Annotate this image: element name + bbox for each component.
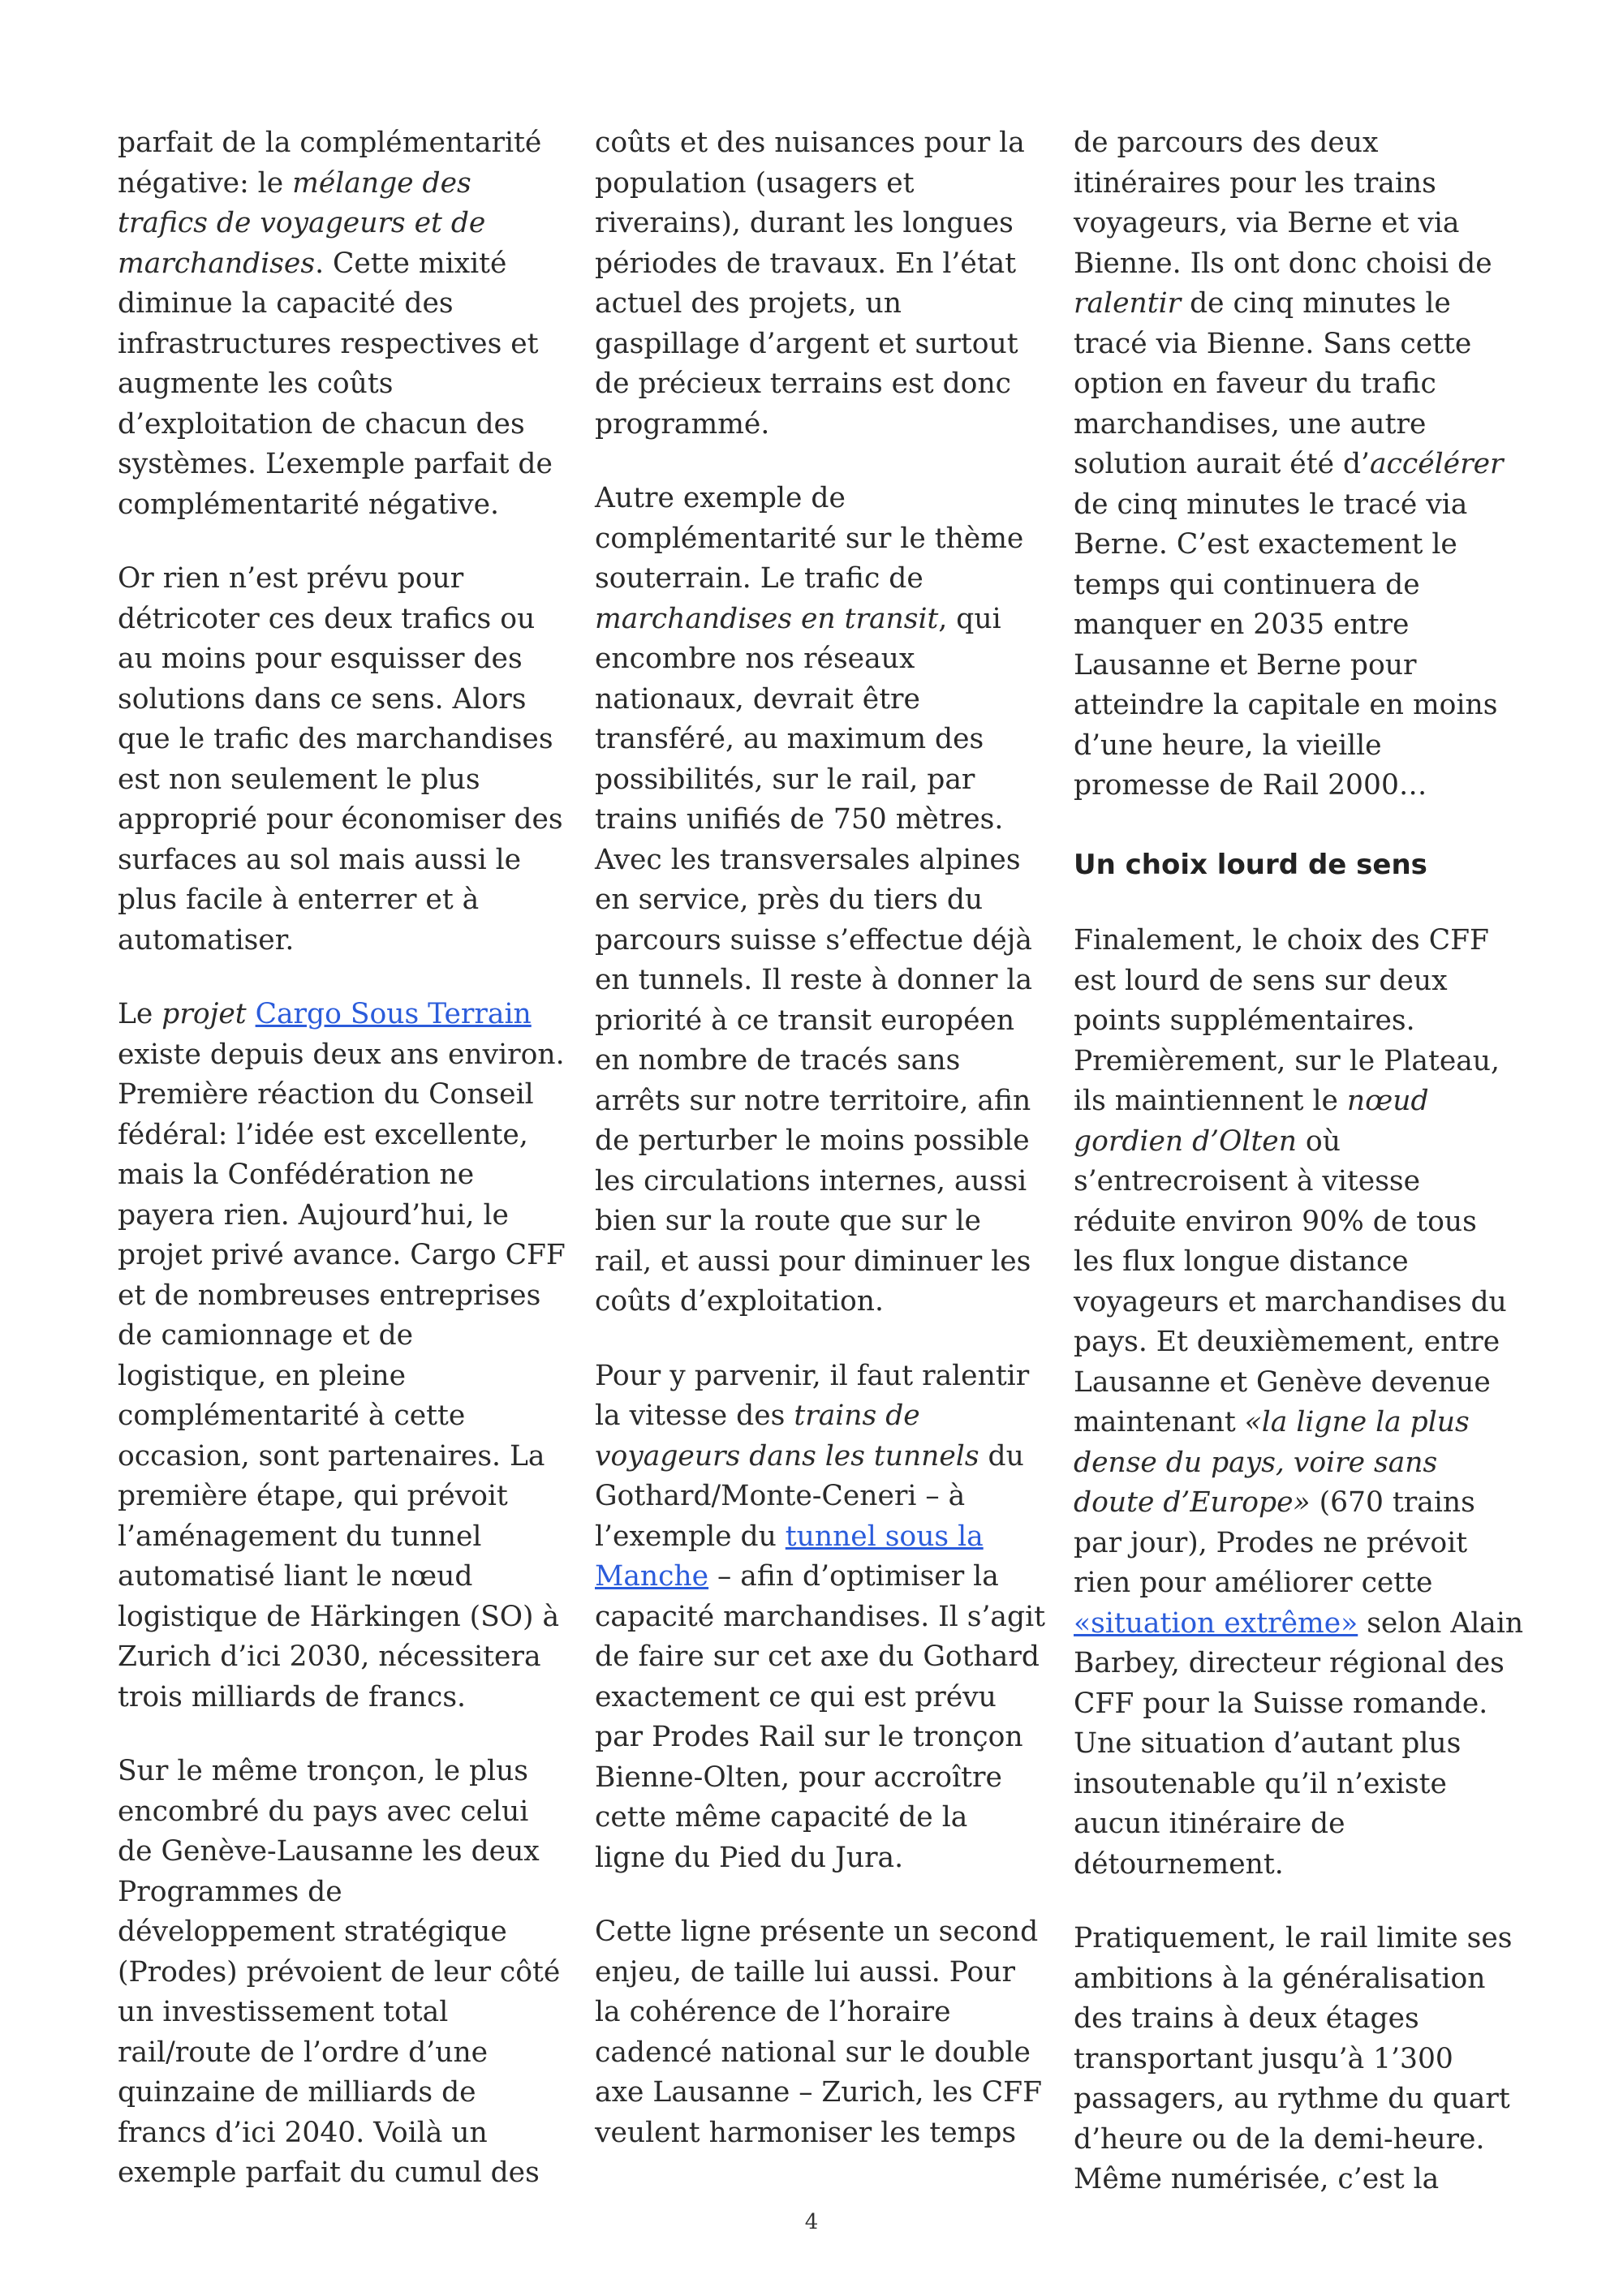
paragraph: Or rien n’est prévu pour détricoter ces deux trafics ou au moins pour esquisser des solutions dans ce sens. Alors que le trafic des marchandises est non seulement le plus approprié pour économiser des surfaces au sol mais aussi le plus facile à enterrer et à automatiser. <box>118 562 563 957</box>
paragraph: de parcours des deux itinéraires pour les trains voyageurs, via Berne et via Bienne. Ils ont donc choisi de ralentir de cinq minutes le tracé via Bienne. Sans cette option en faveur du trafic marchandises, une autre solution aurait été d’accélérer de cinq minutes le tracé via Berne. C’est exactement le temps qui continuera de manquer en 2035 entre Lausanne et Berne pour atteindre la capitale en moins d’une heure, la vieille promesse de Rail 2000… <box>1074 127 1504 802</box>
paragraph: Le projet Cargo Sous Terrain existe depuis deux ans environ. Première réaction du Conseil fédéral: l’idée est excellente, mais la Confédération ne payera rien. Aujourd’hui, le projet privé avance. Cargo CFF et de nombreuses entreprises de camionnage et de logistique, en pleine complémentarité à cette occasion, sont partenaires. La première étape, qui prévoit l’aménagement du tunnel automatisé liant le nœud logistique de Härkingen (SO) à Zurich d’ici 2030, nécessitera trois milliards de francs. <box>118 998 566 1713</box>
paragraph: Pratiquement, le rail limite ses ambitions à la généralisation des trains à deux étages transportant jusqu’à 1’300 passagers, au rythme du quart d’heure ou de la demi-heure. Même numérisée, c’est la <box>1074 1922 1513 2195</box>
paragraph: Pour y parvenir, il faut ralentir la vitesse des trains de voyageurs dans les tunnels du Gothard/Monte-Ceneri – à l’exemple du tunnel sous la Manche – afin d’optimiser la capacité marchandises. Il s’agit de faire sur cet axe du Gothard exactement ce qui est prévu par Prodes Rail sur le tronçon Bienne-Olten, pour accroître cette même capacité de la ligne du Pied du Jura. <box>595 1359 1045 1874</box>
situation-extreme-link[interactable]: «situation extrême» <box>1074 1606 1358 1640</box>
paragraph: Sur le même tronçon, le plus encombré du pays avec celui de Genève-Lausanne les deux Programmes de développement stratégique (Prodes) prévoient de leur côté un investissement total rail/route de l’ordre d’une quinzaine de milliards de francs d’ici 2040. Voilà un exemple parfait du cumul des <box>118 1755 561 2189</box>
cargo-sous-terrain-link[interactable]: Cargo Sous Terrain <box>255 998 532 1030</box>
column-3 <box>1074 123 1524 2234</box>
column-2 <box>595 123 1045 2187</box>
paragraph: parfait de la complémentarité négative: le mélange des trafics de voyageurs et de marchandises. Cette mixité diminue la capacité des infrastructures respectives et augmente les coûts d’exploitation de chacun des systèmes. L’exemple parfait de complémentarité négative. <box>118 127 553 521</box>
column-1 <box>118 123 568 2228</box>
section-heading: Un choix lourd de sens <box>1074 848 1427 881</box>
page-number: 4 <box>804 2210 819 2234</box>
tunnel-sous-la-manche-link[interactable]: tunnel sous la Manche <box>595 1520 984 1593</box>
paragraph: Cette ligne présente un second enjeu, de taille lui aussi. Pour la cohérence de l’horaire cadencé national sur le double axe Lausanne – Zurich, les CFF veulent harmoniser les temps <box>595 1915 1043 2149</box>
paragraph: Finalement, le choix des CFF est lourd de sens sur deux points supplémentaires. Premièrement, sur le Plateau, ils maintiennent le nœud gordien d’Olten où s’entrecroisent à vitesse réduite environ 90% de tous les flux longue distance voyageurs et marchandises du pays. Et deuxièmement, entre Lausanne et Genève devenue maintenant «la ligne la plus dense du pays, voire sans doute d’Europe» (670 trains par jour), Prodes ne prévoit rien pour améliorer cette «situation extrême» selon Alain Barbey, directeur régional des CFF pour la Suisse romande. Une situation d’autant plus insoutenable qu’il n’existe aucun itinéraire de détournement. <box>1074 924 1524 1881</box>
paragraph: Autre exemple de complémentarité sur le thème souterrain. Le trafic de marchandises en transit, qui encombre nos réseaux nationaux, devrait être transféré, au maximum des possibilités, sur le rail, par trains unifiés de 750 mètres. Avec les transversales alpines en service, près du tiers du parcours suisse s’effectue déjà en tunnels. Il reste à donner la priorité à ce transit européen en nombre de tracés sans arrêts sur notre territoire, afin de perturber le moins possible les circulations internes, aussi bien sur la route que sur le rail, et aussi pour diminuer les coûts d’exploitation. <box>595 482 1033 1318</box>
paragraph: coûts et des nuisances pour la population (usagers et riverains), durant les longues périodes de travaux. En l’état actuel des projets, un gaspillage d’argent et surtout de précieux terrains est donc programmé. <box>595 127 1025 441</box>
